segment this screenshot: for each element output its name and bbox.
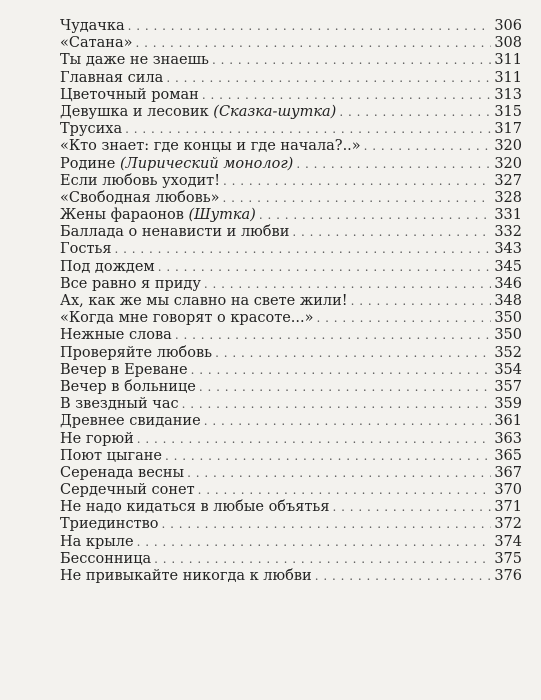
toc-entry bbox=[60, 35, 522, 52]
toc-entry-title-text: Древнее свидание bbox=[60, 413, 201, 430]
toc-entry-title-text: Главная сила bbox=[60, 69, 164, 86]
dot-leader bbox=[212, 52, 491, 69]
toc-entry bbox=[60, 241, 522, 258]
toc-entry-title-text: Цветочный роман bbox=[60, 86, 199, 103]
toc-entry-title-text: Триединство bbox=[60, 516, 159, 533]
toc-entry-title-text: На крыле bbox=[60, 533, 134, 550]
toc-entry bbox=[60, 156, 522, 173]
toc-entry-title bbox=[60, 173, 220, 190]
toc-entry bbox=[60, 534, 522, 551]
toc-entry-title bbox=[60, 345, 212, 362]
dot-leader bbox=[165, 448, 491, 465]
toc-entry-title-text: Жены фараонов bbox=[60, 207, 189, 224]
toc-entry-title bbox=[60, 207, 256, 224]
toc-entry-page-number: 350 bbox=[494, 327, 522, 344]
toc-entry bbox=[60, 482, 522, 499]
toc-entry-subtitle: (Шутка) bbox=[188, 207, 256, 224]
toc-entry-title-text: Трусиха bbox=[60, 121, 123, 138]
toc-entry-title bbox=[60, 190, 220, 207]
toc-entry-title-text: «Когда мне говорят о красоте...» bbox=[60, 310, 314, 327]
toc-entry-page-number: 365 bbox=[494, 447, 522, 464]
toc-entry bbox=[60, 224, 522, 241]
toc-entry-page-number: 320 bbox=[494, 155, 522, 172]
toc-entry-page-number: 370 bbox=[494, 482, 522, 499]
toc-entry-page-number: 348 bbox=[494, 293, 522, 309]
toc-entry bbox=[60, 276, 522, 293]
toc-entry-title-text: Если любовь уходит! bbox=[60, 172, 221, 189]
toc-entry-title-text: «Сатана» bbox=[60, 35, 133, 52]
toc-entry-title-text: «Кто знает: где концы и где начала?..» bbox=[60, 138, 361, 155]
toc-entry-page-number: 346 bbox=[494, 275, 522, 292]
toc-entry-title bbox=[60, 396, 179, 413]
toc-entry-title bbox=[60, 568, 312, 585]
toc-entry-title bbox=[60, 259, 155, 276]
dot-leader bbox=[351, 293, 492, 310]
toc-entry-title bbox=[60, 431, 134, 448]
dot-leader bbox=[125, 121, 491, 138]
toc-entry-title-text: Родине bbox=[60, 155, 120, 172]
dot-leader bbox=[198, 482, 492, 499]
toc-entry bbox=[60, 259, 522, 276]
toc-entry-subtitle: (Лирический монолог) bbox=[119, 155, 294, 172]
toc-entry-page-number: 327 bbox=[494, 172, 522, 189]
dot-leader bbox=[292, 224, 491, 241]
toc-entry-title-text: Не надо кидаться в любые объятья bbox=[60, 499, 330, 516]
toc-entry bbox=[60, 190, 522, 207]
toc-entry-title bbox=[60, 18, 125, 35]
toc-entry-title bbox=[60, 121, 122, 138]
dot-leader bbox=[204, 413, 492, 430]
toc-entry-title bbox=[60, 413, 201, 430]
toc-entry-page-number: 315 bbox=[494, 103, 522, 120]
dot-leader bbox=[115, 241, 492, 258]
toc-entry-title-text: Вечер в больнице bbox=[60, 378, 196, 395]
toc-entry-title-text: Ты даже не знаешь bbox=[60, 52, 209, 69]
toc-entry-title bbox=[60, 156, 293, 173]
table-of-contents bbox=[60, 18, 522, 585]
dot-leader bbox=[128, 18, 492, 35]
dot-leader bbox=[223, 173, 491, 190]
toc-entry-title-text: Все равно я приду bbox=[60, 275, 201, 292]
dot-leader bbox=[182, 396, 492, 413]
toc-entry-title bbox=[60, 276, 201, 293]
dot-leader bbox=[215, 345, 491, 362]
dot-leader bbox=[364, 138, 492, 155]
toc-entry bbox=[60, 516, 522, 533]
dot-leader bbox=[315, 568, 492, 585]
toc-entry bbox=[60, 345, 522, 362]
toc-entry-title-text: Бессонница bbox=[60, 550, 152, 567]
toc-entry-title-text: Не горюй bbox=[60, 430, 134, 447]
dot-leader bbox=[135, 35, 491, 52]
toc-entry bbox=[60, 396, 522, 413]
toc-entry-page-number: 345 bbox=[494, 258, 522, 275]
toc-entry-page-number: 361 bbox=[494, 413, 522, 430]
toc-entry bbox=[60, 52, 522, 69]
dot-leader bbox=[332, 499, 491, 516]
toc-entry bbox=[60, 207, 522, 224]
toc-entry-page-number: 352 bbox=[494, 344, 522, 361]
toc-entry bbox=[60, 413, 522, 430]
dot-leader bbox=[166, 70, 491, 87]
toc-entry-title bbox=[60, 87, 199, 104]
toc-entry-title-text: Не привыкайте никогда к любви bbox=[60, 568, 312, 584]
toc-entry bbox=[60, 551, 522, 568]
dot-leader bbox=[162, 516, 492, 533]
toc-entry-title-text: Нежные слова bbox=[60, 327, 172, 344]
toc-entry bbox=[60, 448, 522, 465]
toc-entry-title bbox=[60, 362, 188, 379]
toc-entry bbox=[60, 327, 522, 344]
dot-leader bbox=[199, 379, 491, 396]
dot-leader bbox=[137, 431, 492, 448]
toc-entry-page-number: 317 bbox=[494, 121, 522, 138]
toc-entry-page-number: 376 bbox=[494, 568, 522, 584]
toc-entry-page-number: 357 bbox=[494, 378, 522, 395]
toc-entry-title-text: Вечер в Ереване bbox=[60, 361, 188, 378]
toc-entry-title-text: Баллада о ненависти и любви bbox=[60, 224, 290, 241]
toc-entry-title-text: Проверяйте любовь bbox=[60, 344, 213, 361]
toc-entry-title bbox=[60, 327, 172, 344]
toc-entry-page-number: 372 bbox=[494, 516, 522, 533]
toc-entry-title-text: Поют цыгане bbox=[60, 447, 162, 464]
toc-entry bbox=[60, 87, 522, 104]
dot-leader bbox=[317, 310, 492, 327]
toc-entry-title bbox=[60, 35, 132, 52]
toc-entry bbox=[60, 18, 522, 35]
toc-entry-title bbox=[60, 310, 314, 327]
dot-leader bbox=[187, 465, 491, 482]
dot-leader bbox=[175, 327, 491, 344]
toc-entry bbox=[60, 293, 522, 310]
toc-entry-title bbox=[60, 448, 162, 465]
toc-entry-page-number: 328 bbox=[494, 189, 522, 206]
dot-leader bbox=[259, 207, 491, 224]
toc-entry bbox=[60, 362, 522, 379]
toc-entry-title-text: Гостья bbox=[60, 241, 112, 258]
toc-entry-page-number: 331 bbox=[494, 207, 522, 224]
toc-entry bbox=[60, 499, 522, 516]
toc-entry-title-text: Девушка и лесовик bbox=[60, 103, 214, 120]
toc-entry bbox=[60, 138, 522, 155]
toc-entry bbox=[60, 121, 522, 138]
dot-leader bbox=[202, 87, 492, 104]
toc-entry bbox=[60, 379, 522, 396]
toc-entry bbox=[60, 104, 522, 121]
toc-entry bbox=[60, 310, 522, 327]
toc-entry-title bbox=[60, 138, 361, 155]
toc-entry-page-number: 367 bbox=[494, 464, 522, 481]
toc-entry-title bbox=[60, 70, 163, 87]
toc-entry-title-text: Ах, как же мы славно на свете жили! bbox=[60, 293, 348, 309]
toc-entry-title bbox=[60, 241, 112, 258]
toc-entry bbox=[60, 568, 522, 585]
toc-entry-page-number: 313 bbox=[494, 86, 522, 103]
toc-entry-page-number: 374 bbox=[494, 533, 522, 550]
toc-entry-page-number: 354 bbox=[494, 361, 522, 378]
toc-entry bbox=[60, 465, 522, 482]
toc-entry-title bbox=[60, 224, 289, 241]
toc-entry-title bbox=[60, 516, 159, 533]
toc-entry-page-number: 320 bbox=[494, 138, 522, 155]
toc-entry-title bbox=[60, 534, 134, 551]
dot-leader bbox=[191, 362, 492, 379]
toc-entry-page-number: 343 bbox=[494, 241, 522, 258]
toc-entry-title bbox=[60, 482, 195, 499]
dot-leader bbox=[296, 156, 491, 173]
toc-entry-title-text: В звездный час bbox=[60, 396, 179, 413]
toc-entry-page-number: 311 bbox=[494, 69, 522, 86]
toc-entry bbox=[60, 173, 522, 190]
dot-leader bbox=[137, 534, 492, 551]
toc-entry-title-text: Сердечный сонет bbox=[60, 482, 195, 499]
dot-leader bbox=[154, 551, 491, 568]
toc-entry bbox=[60, 431, 522, 448]
toc-entry-subtitle: (Сказка-шутка) bbox=[213, 103, 337, 120]
toc-entry-page-number: 375 bbox=[494, 550, 522, 567]
toc-entry-title bbox=[60, 293, 348, 310]
dot-leader bbox=[223, 190, 492, 207]
toc-entry-title-text: Под дождем bbox=[60, 258, 155, 275]
toc-entry-title bbox=[60, 499, 329, 516]
toc-entry-title bbox=[60, 52, 209, 69]
toc-entry-page-number: 363 bbox=[494, 430, 522, 447]
toc-entry-page-number: 371 bbox=[494, 499, 522, 516]
dot-leader bbox=[158, 259, 492, 276]
dot-leader bbox=[339, 104, 491, 121]
dot-leader bbox=[204, 276, 491, 293]
toc-entry-title bbox=[60, 379, 196, 396]
toc-entry-page-number: 350 bbox=[494, 310, 522, 327]
toc-entry-title-text: «Свободная любовь» bbox=[60, 189, 220, 206]
toc-entry-title-text: Чудачка bbox=[60, 18, 125, 34]
toc-entry-title bbox=[60, 551, 151, 568]
toc-entry-title-text: Серенада весны bbox=[60, 464, 185, 481]
toc-entry-title bbox=[60, 465, 184, 482]
toc-entry-page-number: 359 bbox=[494, 396, 522, 413]
toc-entry bbox=[60, 70, 522, 87]
toc-entry-title bbox=[60, 104, 336, 121]
toc-entry-page-number: 308 bbox=[494, 35, 522, 52]
toc-entry-page-number: 306 bbox=[494, 18, 522, 34]
toc-entry-page-number: 332 bbox=[494, 224, 522, 241]
toc-entry-page-number: 311 bbox=[494, 52, 522, 69]
